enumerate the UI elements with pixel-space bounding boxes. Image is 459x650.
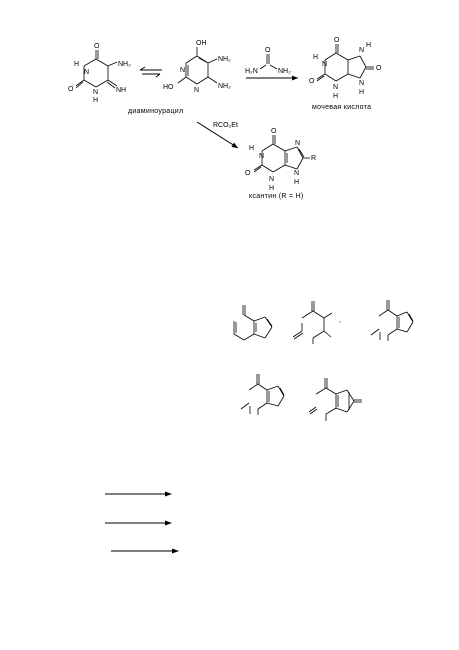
urea-o: O [265,47,271,54]
atom-o: O [68,86,74,93]
atom-h: H [269,185,275,192]
atom-h: H [294,179,300,186]
atom-ho: HO [163,84,174,91]
atom-nh: NH [116,87,127,94]
atom-o: O [376,65,382,72]
atom-n: N [359,47,365,54]
atom-oh: OH [196,40,207,47]
atom-o: O [94,43,100,50]
atom-h: H [93,97,99,104]
diaminouracil-keto-structure [76,50,117,88]
label-diaminouracil: диаминоурацил [128,108,184,115]
diaminouracil-enol-structure [178,47,217,84]
atom-n: N [359,80,365,87]
atom-n: N [295,140,301,147]
arrow-1 [105,492,172,497]
atom-n: N [194,87,200,94]
atom-n: N [93,89,99,96]
atom-n: N [259,153,265,160]
atom-nh2: NH₂ [118,61,131,68]
atom-o: O [309,78,315,85]
atom-r: R [311,155,317,162]
atom-h: H [313,54,319,61]
atom-n: N [84,69,90,76]
atom-o: O [334,37,340,44]
reaction-arrow-urea [246,76,298,81]
separator-comma: , [339,317,341,324]
skeletal-structure-5 [309,378,362,421]
urea-h2n: H₂N [245,68,258,75]
atom-n: N [333,84,339,91]
arrow-3 [111,549,179,554]
urea-reagent [260,54,277,69]
label-uric-acid: мочевая кислота [312,104,372,111]
equilibrium-arrows [140,67,162,77]
atom-n: N [269,176,275,183]
skeletal-structure-3 [371,300,413,341]
reagent-ester: RCO₂Et [213,122,238,129]
label-xanthine: ксантин (R = H) [249,193,304,200]
atom-h: H [366,42,372,49]
atom-n: N [322,61,328,68]
skeletal-structure-1 [234,305,272,340]
atom-n: N [294,170,300,177]
urea-nh2: NH₂ [278,68,291,75]
atom-h: H [74,61,80,68]
atom-h: H [333,93,339,100]
atom-nh2: NH₂ [218,83,231,90]
skeletal-structure-4 [241,374,284,415]
atom-o: O [245,170,251,177]
atom-h: H [359,89,365,96]
atom-o: O [271,128,277,135]
atom-nh2: NH₂ [218,56,231,63]
skeletal-structure-2 [293,301,332,344]
atom-n: N [180,67,186,74]
atom-h: H [249,145,255,152]
arrow-2 [105,521,172,526]
